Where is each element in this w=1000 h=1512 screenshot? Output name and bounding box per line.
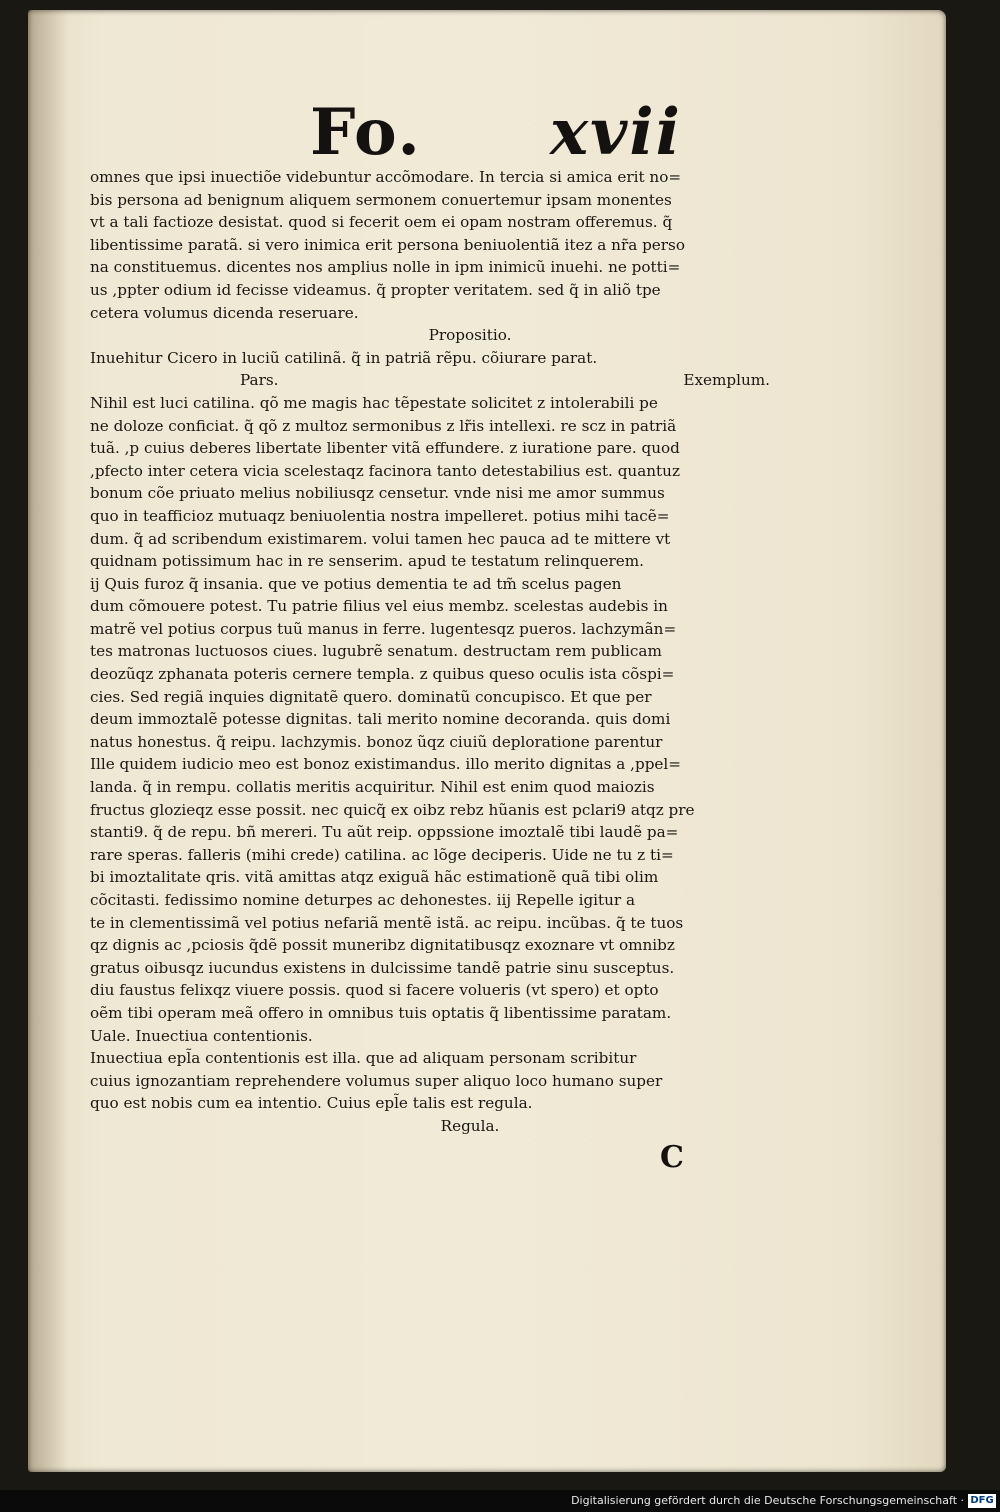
text-line: natus honestus. q̃ reipu. lachzymis. bonoz ũqz ciuiũ deploratione parentur: [90, 732, 663, 751]
dfg-logo: DFG: [968, 1494, 996, 1508]
text-line: rare speras. falleris (mihi crede) catilina. ac lõge deciperis. Uide ne tu z ti=: [90, 845, 674, 864]
text-line: dum. q̃ ad scribendum existimarem. volui tamen hec pauca ad te mittere vt: [90, 529, 671, 548]
text-line: ij Quis furoz q̃ insania. que ve potius dementia te ad tm̃ scelus pagen: [90, 574, 622, 593]
text-line: bi imoztalitate qris. vitã amittas atqz exiguã hãc estimationẽ quã tibi olim: [90, 868, 659, 887]
text-line: qz dignis ac ,pciosis q̃dẽ possit muneribz dignitatibusqz exoznare vt omnibz: [90, 936, 675, 955]
text-line: us ,ppter odium id fecisse videamus. q̃ propter veritatem. sed q̃ in aliõ tpe: [90, 280, 661, 299]
text-line: cetera volumus dicenda reseruare.: [90, 303, 359, 322]
text-line: gratus oibusqz iucundus existens in dulcissime tandẽ patrie sinu susceptus.: [90, 958, 675, 977]
footer-credit: Digitalisierung gefördert durch die Deutsche Forschungsgemeinschaft ·: [571, 1494, 964, 1507]
text-line: Nihil est luci catilina. qõ me magis hac tẽpestate solicitet z intolerabili pe: [90, 393, 658, 412]
text-line: quo est nobis cum ea intentio. Cuius epl̃e talis est regula.: [90, 1094, 533, 1113]
text-line: ,pfecto inter cetera vicia scelestaqz facinora tanto detestabilius est. quantuz: [90, 461, 680, 480]
text-line: matrẽ vel potius corpus tuũ manus in ferre. lugentesqz pueros. lachzymãn=: [90, 619, 677, 638]
text-line: landa. q̃ in rempu. collatis meritis acquiritur. Nihil est enim quod maiozis: [90, 778, 655, 797]
text-line: tuã. ,p cuius deberes libertate libenter vitã effundere. z iuratione pare. quod: [90, 439, 680, 458]
section-heading-pair: [90, 369, 850, 392]
text-line: te in clementissimã vel potius nefariã mentẽ istã. ac reipu. incũbas. q̃ te tuos: [90, 913, 684, 932]
text-line: bis persona ad benignum aliquem sermonem conuertemur ipsam monentes: [90, 190, 672, 209]
text-line: oẽm tibi operam meã offero in omnibus tuis optatis q̃ libentissime paratam.: [90, 1003, 672, 1022]
text-line: stanti9. q̃ de repu. bñ mereri. Tu aũt reip. oppssione imoztalẽ tibi laudẽ pa=: [90, 823, 679, 842]
text-line: fructus glozieqz esse possit. nec quicq̃ ex oibz rebz hũanis est pclari9 atqz pre: [90, 800, 695, 819]
gutter-shadow: [28, 10, 68, 1472]
text-line: quo in teafficioz mutuaqz beniuolentia nostra impelleret. potius mihi tacẽ=: [90, 506, 670, 525]
text-line: libentissime paratã. si vero inimica erit persona beniuolentiã itez a nr̃a perso: [90, 235, 685, 254]
text-line: Inuehitur Cicero in luciũ catilinã. q̃ in patriã rẽpu. cõiurare parat.: [90, 348, 598, 367]
page-text-block: [90, 166, 850, 1138]
text-line: cuius ignozantiam reprehendere volumus super aliquo loco humano super: [90, 1071, 663, 1090]
text-line: Uale. Inuectiua contentionis.: [90, 1026, 313, 1045]
text-line: na constituemus. dicentes nos amplius nolle in ipm inimicũ inuehi. ne potti=: [90, 258, 681, 277]
footer-bar: [0, 1490, 1000, 1512]
text-line: deozũqz zphanata poteris cernere templa. z quibus queso oculis ista cõspi=: [90, 665, 675, 684]
text-line: omnes que ipsi inuectiõe videbuntur accõmodare. In tercia si amica erit no=: [90, 168, 682, 186]
text-line: tes matronas luctuosos ciues. lugubrẽ senatum. destructam rem publicam: [90, 642, 662, 661]
text-line: bonum cõe priuato melius nobiliusqz censetur. vnde nisi me amor summus: [90, 484, 665, 503]
text-line: Inuectiua epl̃a contentionis est illa. que ad aliquam personam scribitur: [90, 1049, 637, 1068]
text-line: diu faustus felixqz viuere possis. quod si facere volueris (vt spero) et opto: [90, 981, 659, 1000]
text-line: quidnam potissimum hac in re senserim. apud te testatum relinquerem.: [90, 552, 644, 571]
folio-number: xvii: [550, 95, 682, 170]
text-line: deum immoztalẽ potesse dignitas. tali merito nomine decoranda. quis domi: [90, 710, 671, 729]
text-line: cies. Sed regiã inquies dignitatẽ quero. dominatũ concupisco. Et que per: [90, 687, 652, 706]
text-line: dum cõmouere potest. Tu patrie filius vel eius membz. scelestas audebis in: [90, 597, 668, 616]
text-line: Ille quidem iudicio meo est bonoz existimandus. illo merito dignitas a ,ppel=: [90, 755, 681, 774]
section-heading-part: Pars.: [240, 371, 279, 390]
text-line: vt a tali factioze desistat. quod si fecerit oem ei opam nostram offeremus. q̃: [90, 213, 673, 232]
text-line: cõcitasti. fedissimo nomine deturpes ac dehonestes. iij Repelle igitur a: [90, 891, 636, 909]
text-line: ne doloze conficiat. q̃ qõ z multoz sermonibus z lr̃is intellexi. re scz in patriã: [90, 416, 677, 435]
catchword: C: [660, 1140, 684, 1175]
section-heading-part: Exemplum.: [683, 371, 770, 390]
folio-label: Fo.: [310, 95, 422, 170]
section-heading: Propositio.: [428, 326, 512, 345]
section-heading: Regula.: [440, 1116, 500, 1135]
